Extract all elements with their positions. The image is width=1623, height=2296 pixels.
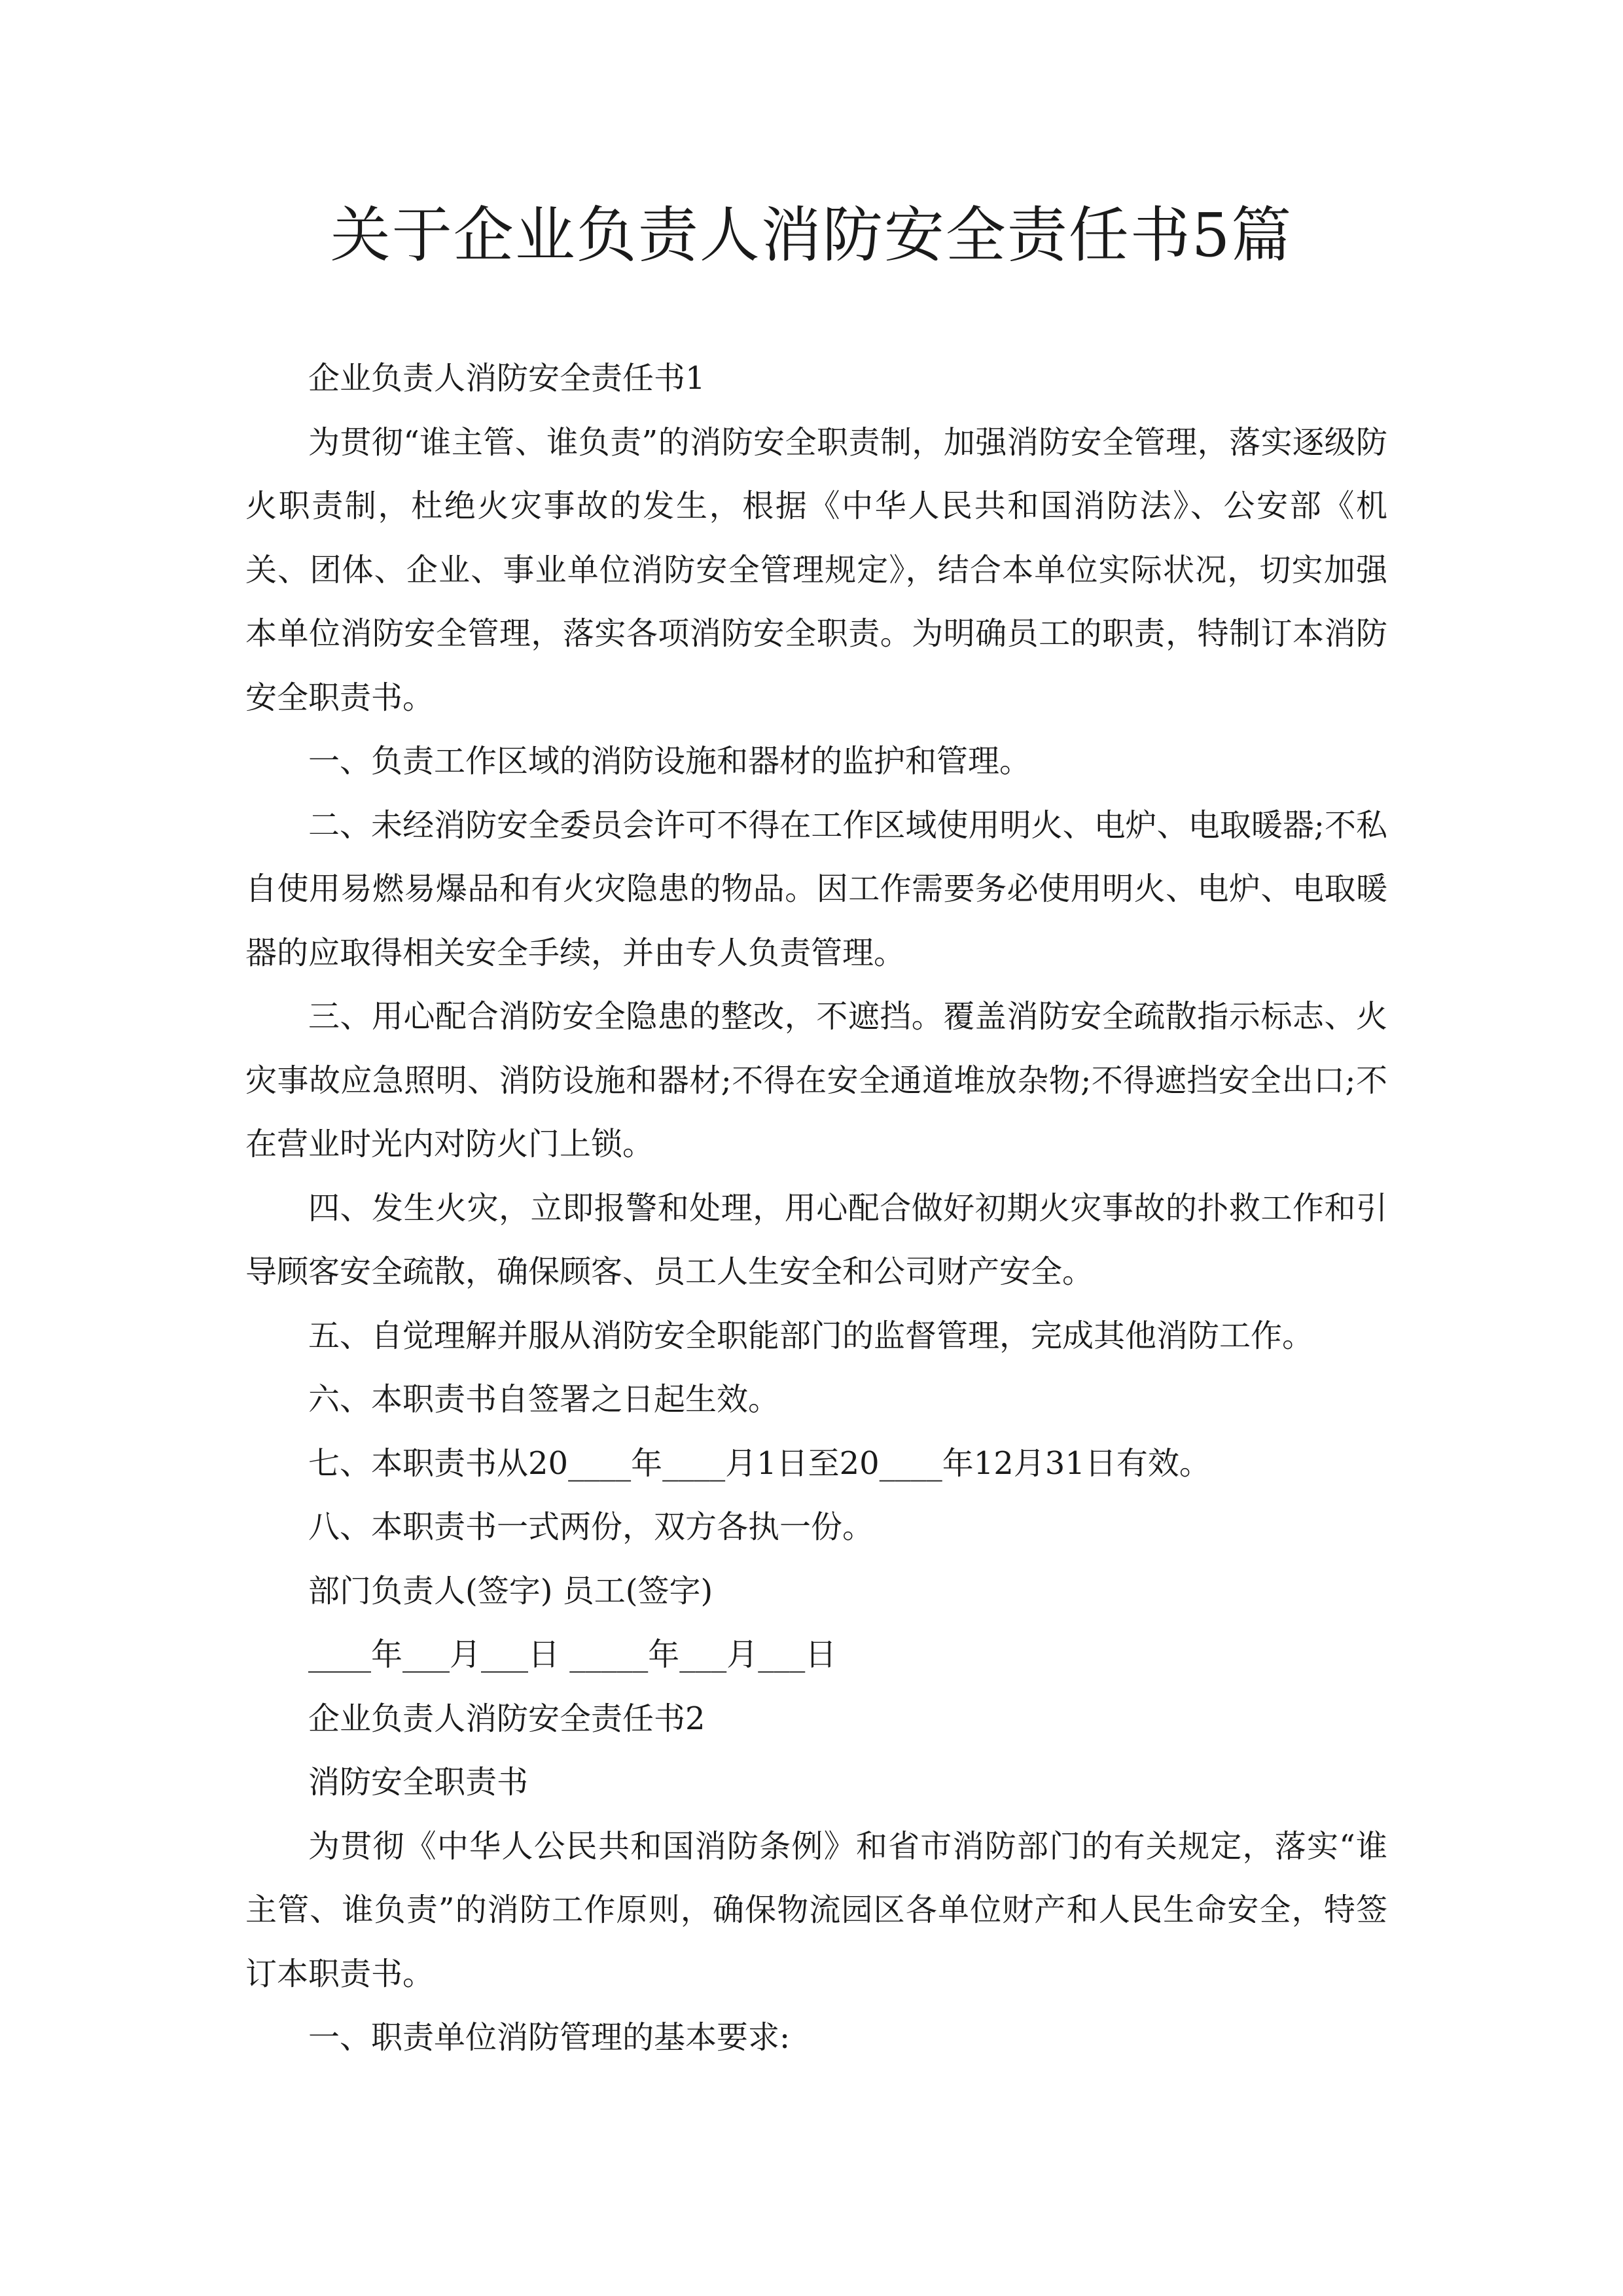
date-line: ____年___月___日 _____年___月___日 xyxy=(308,1636,837,1673)
paragraph: 一、负责工作区域的消防设施和器材的监护和管理。 xyxy=(308,743,1031,780)
paragraph: 五、自觉理解并服从消防安全职能部门的监督管理，完成其他消防工作。 xyxy=(308,1317,1314,1354)
document-body xyxy=(245,347,1387,2070)
paragraph: 六、本职责书自签署之日起生效。 xyxy=(308,1381,780,1418)
signature-line: 部门负责人(签字) 员工(签字) xyxy=(308,1572,713,1609)
paragraph: 为贯彻“谁主管、谁负责”的消防安全职责制，加强消防安全管理，落实逐级防火职责制，杜绝火灾事故的发生，根据《中华人民共和国消防法》、公安部《机关、团体、企业、事业单位消防安全管理规定》，结合本单位实际状况，切实加强本单位消防安全管理，落实各项消防安全职责。为明确员工的职责，特制订本消防安全职责书。 xyxy=(245,423,1387,716)
paragraph: 为贯彻《中华人公民共和国消防条例》和省市消防部门的有关规定，落实“谁主管、谁负责”的消防工作原则，确保物流园区各单位财产和人民生命安全，特签订本职责书。 xyxy=(245,1827,1387,1992)
paragraph: 八、本职责书一式两份，双方各执一份。 xyxy=(308,1509,874,1545)
document-title: 关于企业负责人消防安全责任书5篇 xyxy=(330,200,1293,270)
section-heading: 企业负责人消防安全责任书2 xyxy=(308,1700,705,1737)
paragraph: 一、职责单位消防管理的基本要求: xyxy=(308,2019,791,2056)
paragraph: 四、发生火灾，立即报警和处理，用心配合做好初期火灾事故的扑救工作和引导顾客安全疏散，确保顾客、员工人生安全和公司财产安全。 xyxy=(245,1189,1387,1290)
paragraph: 二、未经消防安全委员会许可不得在工作区域使用明火、电炉、电取暖器;不私自使用易燃易爆品和有火灾隐患的物品。因工作需要务必使用明火、电炉、电取暖器的应取得相关安全手续，并由专人负责管理。 xyxy=(245,806,1387,971)
paragraph: 七、本职责书从20____年____月1日至20____年12月31日有效。 xyxy=(308,1444,1211,1482)
paragraph: 三、用心配合消防安全隐患的整改，不遮挡。覆盖消防安全疏散指示标志、火灾事故应急照明、消防设施和器材;不得在安全通道堆放杂物;不得遮挡安全出口;不在营业时光内对防火门上锁。 xyxy=(245,998,1387,1162)
section-heading: 企业负责人消防安全责任书1 xyxy=(308,360,705,397)
subheading: 消防安全职责书 xyxy=(308,1764,529,1801)
